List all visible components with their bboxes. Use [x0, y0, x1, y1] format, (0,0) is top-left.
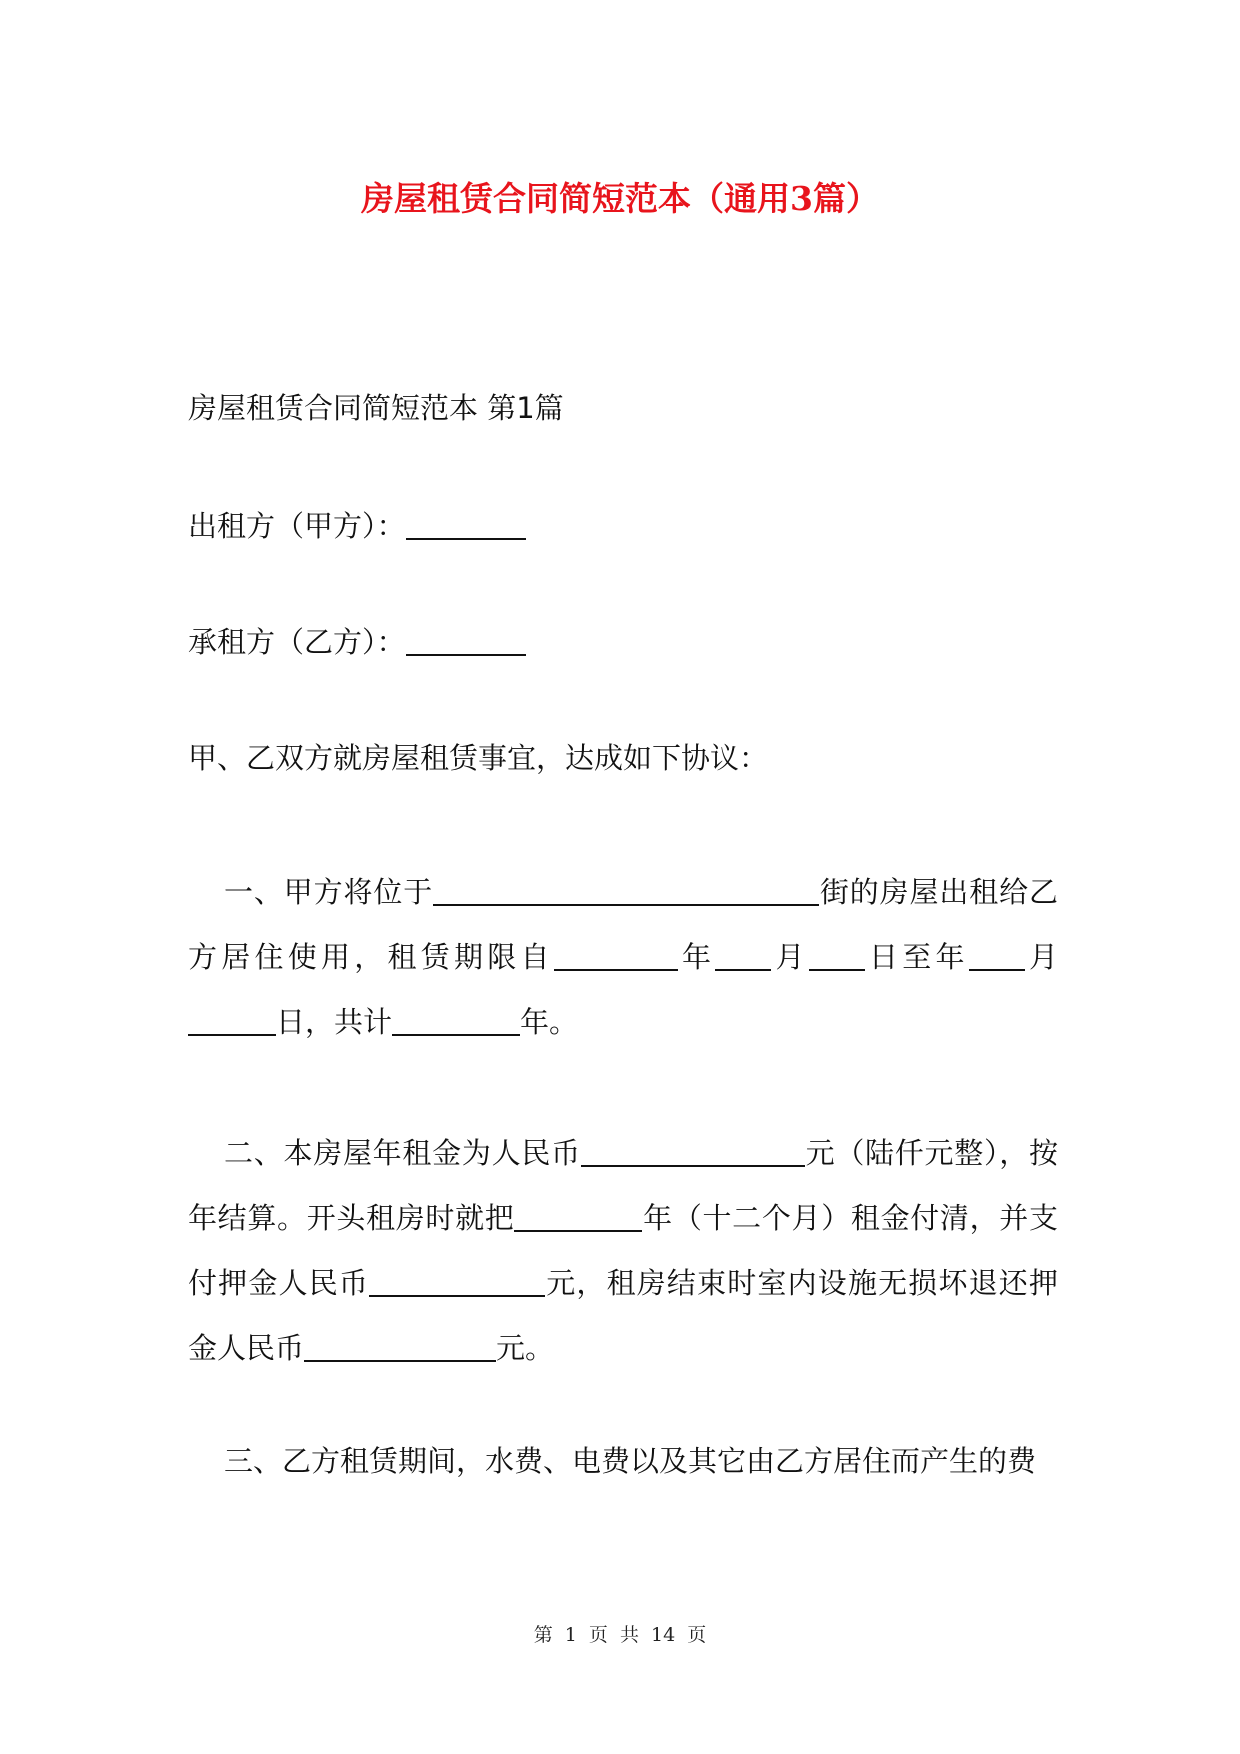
clause1-start-day-blank[interactable]	[809, 940, 865, 971]
clause1-part8: 年。	[520, 1005, 579, 1039]
clause1-part2: 街的房屋出租给乙方居住使用，租赁期限自	[188, 875, 1058, 974]
clause2-part3: 年（十二个月）租金付清，并支付押金人民币	[188, 1201, 1058, 1300]
intro-text: 甲、乙双方就房屋租赁事宜，达成如下协议：	[188, 741, 769, 775]
clause2-deposit-blank[interactable]	[369, 1266, 545, 1297]
clause1-address-blank[interactable]	[433, 875, 819, 906]
clause2-part1: 二、本房屋年租金为人民币	[224, 1136, 581, 1170]
clause-3: 三、乙方租赁期间，水费、电费以及其它由乙方居住而产生的费	[224, 1444, 1037, 1478]
clause-1	[188, 860, 1058, 1055]
clause1-end-month-blank[interactable]	[969, 940, 1025, 971]
clause1-start-year-blank[interactable]	[554, 940, 678, 971]
clause2-part5: 元。	[496, 1331, 555, 1365]
clause1-part5: 日至年	[864, 940, 969, 974]
lessor-label: 出租方（甲方）：	[188, 509, 406, 543]
clause2-part4: 元，租房结束时室内设施无损坏退还押金人民币	[188, 1266, 1058, 1365]
clause2-part2: 元（陆仟元整），按年结算。开头租房时就把	[188, 1136, 1058, 1235]
clause1-start-month-blank[interactable]	[715, 940, 771, 971]
clause1-total-years-blank[interactable]	[392, 1005, 520, 1036]
lessee-label: 承租方（乙方）：	[188, 625, 406, 659]
clause1-part6: 月	[1024, 940, 1058, 974]
clause1-part3: 年	[677, 940, 716, 974]
clause2-refund-blank[interactable]	[304, 1331, 496, 1362]
lessee-blank[interactable]	[406, 625, 526, 656]
clause1-part7: 日，共计	[276, 1005, 393, 1039]
lessor-blank[interactable]	[406, 509, 526, 540]
lessor-line	[188, 504, 526, 548]
page-footer: 第 1 页 共 14 页	[533, 1624, 707, 1646]
clause2-prepay-blank[interactable]	[514, 1201, 642, 1232]
document-title: 房屋租赁合同简短范本（通用3篇）	[361, 179, 879, 218]
clause-2	[188, 1121, 1058, 1381]
clause1-part4: 月	[771, 940, 809, 974]
section-heading: 房屋租赁合同简短范本 第1篇	[188, 391, 564, 425]
lessee-line	[188, 620, 526, 664]
clause1-part1: 一、甲方将位于	[224, 875, 434, 909]
clause2-rent-blank[interactable]	[581, 1136, 805, 1167]
clause1-end-day-blank[interactable]	[188, 1005, 276, 1036]
